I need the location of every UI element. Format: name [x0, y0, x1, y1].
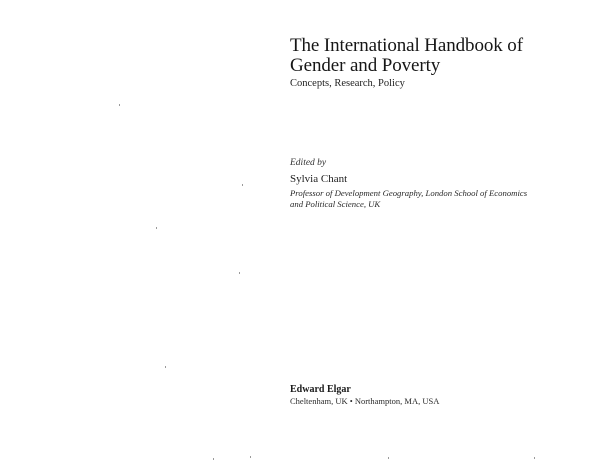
scan-speck — [534, 457, 535, 459]
scan-speck — [242, 184, 243, 186]
scan-speck — [250, 456, 251, 458]
book-title-line-1: The International Handbook of — [290, 35, 523, 56]
scan-speck — [156, 227, 157, 229]
publisher-name: Edward Elgar — [290, 384, 351, 395]
editor-affiliation — [290, 188, 527, 210]
book-title-line-2: Gender and Poverty — [290, 55, 441, 76]
scan-speck — [165, 366, 166, 368]
scan-speck — [119, 104, 120, 106]
scan-speck — [239, 272, 240, 274]
publisher-place: Cheltenham, UK • Northampton, MA, USA — [290, 396, 440, 406]
editor-name: Sylvia Chant — [290, 173, 348, 185]
scan-speck — [388, 457, 389, 459]
editor-affiliation-line-1: Professor of Development Geography, London School of Economics — [290, 188, 528, 198]
editor-affiliation-line-2: and Political Science, UK — [290, 199, 381, 209]
book-subtitle: Concepts, Research, Policy — [290, 78, 405, 89]
book-title — [290, 36, 523, 76]
scan-speck — [213, 458, 214, 460]
edited-by-label: Edited by — [290, 158, 327, 168]
